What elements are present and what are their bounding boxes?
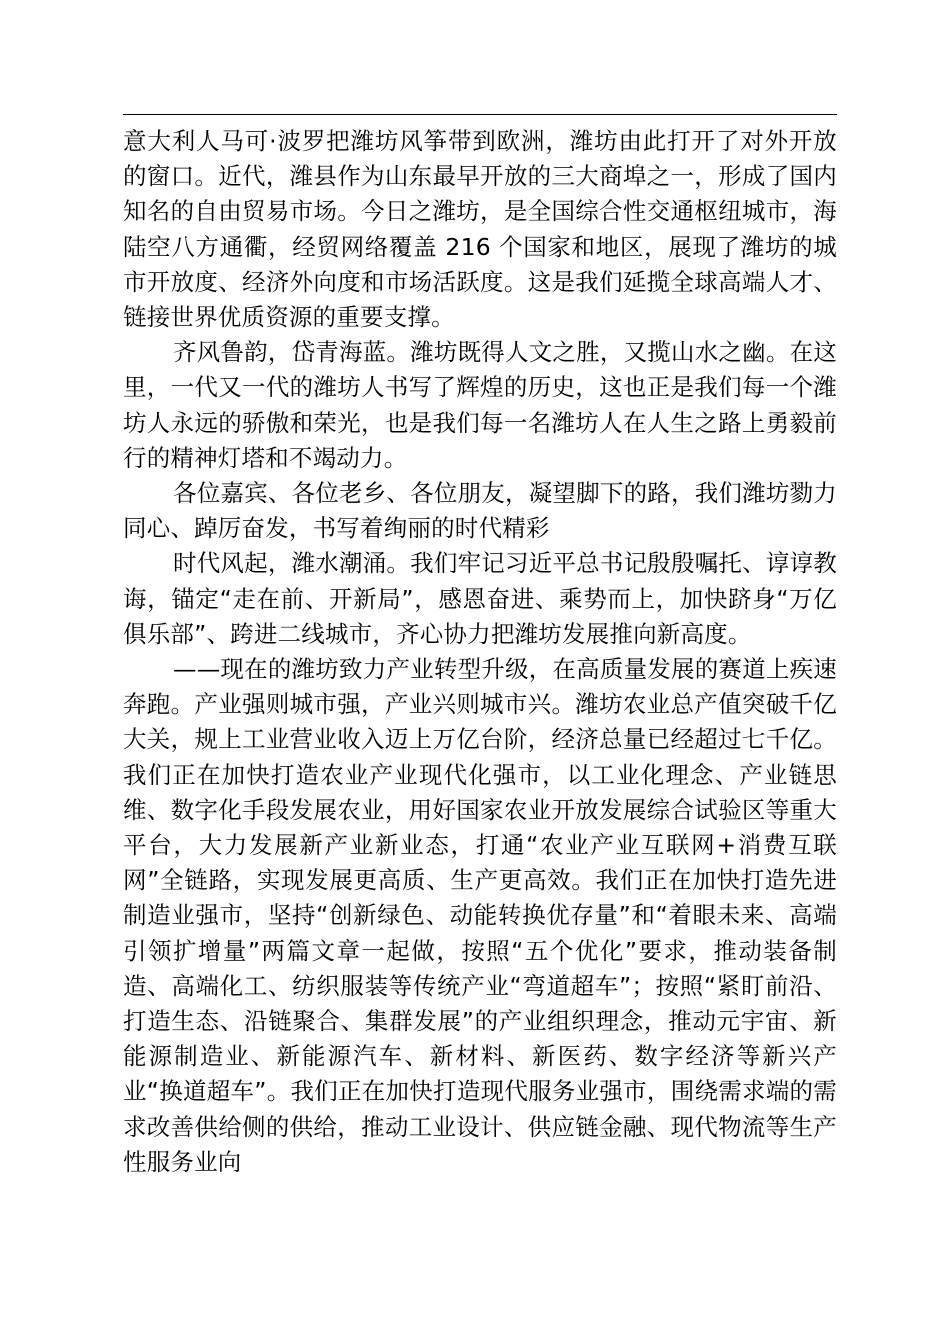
paragraph: ——现在的潍坊致力产业转型升级，在高质量发展的赛道上疾速奔跑。产业强则城市强，产业兴则城市兴。潍坊农业总产值突破千亿大关，规上工业营业收入迈上万亿台阶，经济总量已经超过七千亿。我们正在加快打造农业产业现代化强市，以工业化理念、产业链思维、数字化手段发展农业，用好国家农业开放发展综合试验区等重大平台，大力发展新产业新业态，打通“农业产业互联网+消费互联网”全链路，实现发展更高质、生产更高效。我们正在加快打造先进制造业强市，坚持“创新绿色、动能转换优存量”和“着眼未来、高端引领扩增量”两篇文章一起做，按照“五个优化”要求，推动装备制造、高端化工、纺织服装等传统产业“弯道超车”；按照“紧盯前沿、打造生态、沿链聚合、集群发展”的产业组织理念，推动元宇宙、新能源制造业、新能源汽车、新材料、新医药、数字经济等新兴产业“换道超车”。我们正在加快打造现代服务业强市，围绕需求端的需求改善供给侧的供给，推动工业设计、供应链金融、现代物流等生产性服务业向 [123,655,837,1176]
header-rule [123,114,837,115]
paragraph: 时代风起，潍水潮涌。我们牢记习近平总书记殷殷嘱托、谆谆教诲，锚定“走在前、开新局”，感恩奋进、乘势而上，加快跻身“万亿俱乐部”、跨进二线城市，齐心协力把潍坊发展推向新高度。 [123,549,837,648]
paragraph: 齐风鲁韵，岱青海蓝。潍坊既得人文之胜，又揽山水之幽。在这里，一代又一代的潍坊人书写了辉煌的历史，这也正是我们每一个潍坊人永远的骄傲和荣光，也是我们每一名潍坊人在人生之路上勇毅前行的精神灯塔和不竭动力。 [123,338,837,472]
paragraph: 各位嘉宾、各位老乡、各位朋友，凝望脚下的路，我们潍坊勠力同心、踔厉奋发，书写着绚丽的时代精彩 [123,479,837,543]
document-body [123,124,837,1180]
paragraph: 意大利人马可·波罗把潍坊风筝带到欧洲，潍坊由此打开了对外开放的窗口。近代，潍县作为山东最早开放的三大商埠之一，形成了国内知名的自由贸易市场。今日之潍坊，是全国综合性交通枢纽城市，海陆空八方通衢，经贸网络覆盖 216 个国家和地区，展现了潍坊的城市开放度、经济外向度和市场活跃度。这是我们延揽全球高端人才、链接世界优质资源的重要支撑。 [123,127,837,332]
